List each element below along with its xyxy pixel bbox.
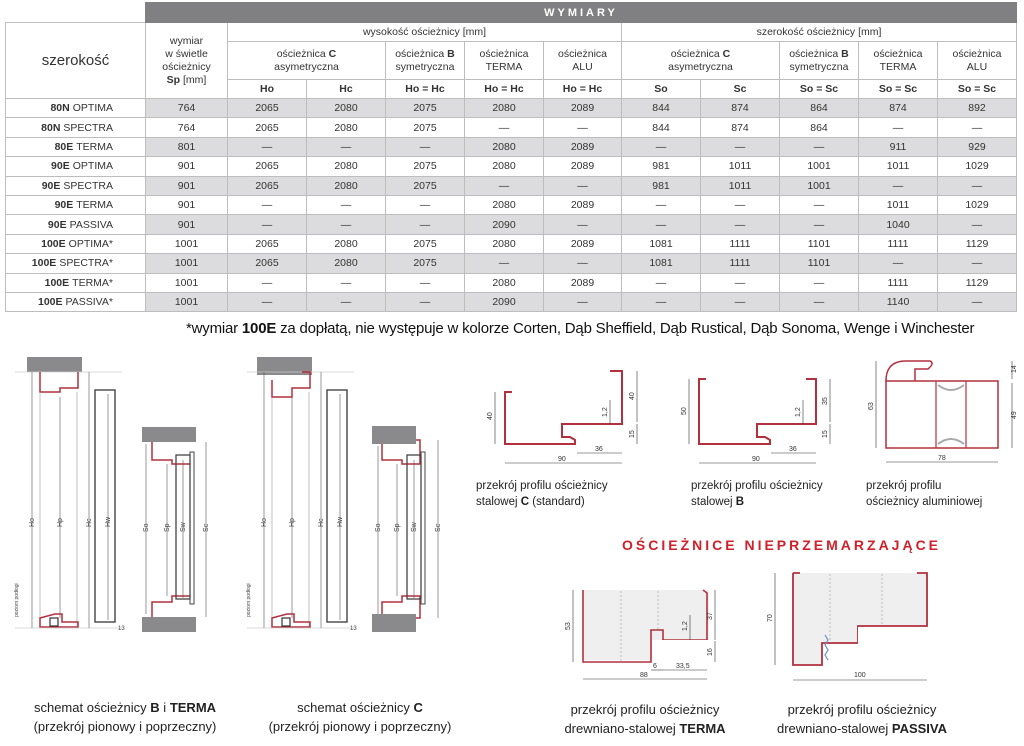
row-label bbox=[6, 118, 146, 137]
footnote-prefix: *wymiar bbox=[186, 320, 242, 337]
row-label bbox=[6, 273, 146, 292]
door-size: 90E bbox=[41, 179, 61, 192]
sp-header-unit: [mm] bbox=[183, 73, 207, 86]
dim-step: 15 bbox=[629, 430, 636, 438]
label-so: So bbox=[375, 523, 382, 532]
label-hw: Hw bbox=[105, 516, 112, 527]
table-row bbox=[6, 99, 1017, 118]
cell-value: — bbox=[386, 292, 465, 311]
row-label bbox=[6, 137, 146, 156]
row-label bbox=[6, 292, 146, 311]
cell-value: 1111 bbox=[859, 234, 938, 253]
wall-left bbox=[142, 427, 196, 442]
label-ho: Ho bbox=[261, 518, 268, 527]
cell-value: 2065 bbox=[228, 99, 307, 118]
dim-total: 90 bbox=[752, 456, 760, 463]
caption-profile-passiva: przekrój profilu ościeżnicy drewniano-stalowej PASSIVA bbox=[776, 702, 948, 736]
cell-value: 981 bbox=[622, 176, 701, 195]
sub-header-terma-width: So = Sc bbox=[859, 80, 938, 99]
cell-value: — bbox=[780, 215, 859, 234]
cell-value: — bbox=[544, 215, 622, 234]
label-ho: Ho bbox=[29, 518, 36, 527]
sp-header-line1: wymiar bbox=[169, 34, 204, 47]
cell-value: 1040 bbox=[859, 215, 938, 234]
cell-value: 1081 bbox=[622, 234, 701, 253]
table-body bbox=[6, 99, 1017, 312]
cell-value: 1029 bbox=[938, 195, 1017, 214]
sub-header-alu-height: Ho = Hc bbox=[544, 80, 622, 99]
cell-value: 2075 bbox=[386, 118, 465, 137]
dimensions-table bbox=[5, 2, 1017, 312]
width-frame-c-header: ościeżnica C asymetryczna bbox=[622, 42, 780, 80]
caption-profile-b: przekrój profilu ościeżnicy stalowej B bbox=[691, 480, 823, 508]
sub-header-b-width: So = Sc bbox=[780, 80, 859, 99]
door-model: TERMA bbox=[76, 140, 113, 153]
cell-value: — bbox=[622, 195, 701, 214]
cell-value: — bbox=[307, 195, 386, 214]
cell-value: 2065 bbox=[228, 234, 307, 253]
sub-header-hc: Hc bbox=[307, 80, 386, 99]
footnote-bold: 100E bbox=[241, 320, 277, 337]
table-row bbox=[6, 273, 1017, 292]
table-row bbox=[6, 215, 1017, 234]
dim-width: 78 bbox=[938, 455, 946, 462]
caption-schema-b-terma: schemat ościeżnicy B i TERMA (przekrój pionowy i poprzeczny) bbox=[33, 700, 217, 734]
sp-header-symbol: Sp bbox=[166, 73, 181, 86]
cell-value: 1111 bbox=[701, 234, 780, 253]
profile-c-diagram bbox=[470, 355, 670, 470]
sub-header-alu-width: So = Sc bbox=[938, 80, 1017, 99]
cell-value: 2080 bbox=[307, 254, 386, 273]
row-label bbox=[6, 215, 146, 234]
cell-value: — bbox=[701, 292, 780, 311]
cell-value: — bbox=[780, 137, 859, 156]
caption-profile-c: przekrój profilu ościeżnicy stalowej C (standard) bbox=[476, 480, 608, 508]
dim-right-height: 35 bbox=[822, 397, 829, 405]
footnote-suffix: za dopłatą, nie występuje w kolorze Corten, Dąb Sheffield, Dąb Rustical, Dąb Sonoma, Wenge i Winchester bbox=[276, 320, 975, 337]
row-label bbox=[6, 99, 146, 118]
dim-left-height: 50 bbox=[681, 407, 688, 415]
caption-profile-terma: przekrój profilu ościeżnicy drewniano-stalowej TERMA bbox=[564, 702, 726, 736]
cell-value: 1101 bbox=[780, 254, 859, 273]
wall-right bbox=[142, 617, 196, 632]
cell-value: 1129 bbox=[938, 273, 1017, 292]
door-model: SPECTRA bbox=[63, 179, 113, 192]
cell-value: — bbox=[859, 254, 938, 273]
cell-value: — bbox=[859, 118, 938, 137]
door-size: 90E bbox=[51, 160, 70, 173]
cell-value: 892 bbox=[938, 99, 1017, 118]
alu-handle-arc bbox=[886, 361, 932, 381]
door-size: 100E bbox=[31, 257, 57, 270]
cell-value: — bbox=[938, 118, 1017, 137]
dim-top: 37 bbox=[707, 612, 714, 620]
cell-value: 1129 bbox=[938, 234, 1017, 253]
cell-value: 981 bbox=[622, 157, 701, 176]
table-row bbox=[6, 254, 1017, 273]
cell-value: 1029 bbox=[938, 157, 1017, 176]
cell-value: 2089 bbox=[544, 234, 622, 253]
dim-gap: 6 bbox=[653, 663, 657, 670]
cell-value: 2075 bbox=[386, 157, 465, 176]
cell-value: — bbox=[622, 292, 701, 311]
sp-value: 1001 bbox=[146, 254, 228, 273]
table-row bbox=[6, 157, 1017, 176]
door-model: OPTIMA bbox=[72, 160, 113, 173]
width-frame-b-header: ościeżnica B symetryczna bbox=[780, 42, 859, 80]
cell-value: 2075 bbox=[386, 99, 465, 118]
row-label bbox=[6, 234, 146, 253]
cell-value: 1111 bbox=[701, 254, 780, 273]
dim-inner-height: 49 bbox=[1011, 411, 1018, 419]
sp-value: 901 bbox=[146, 215, 228, 234]
schema-c-diagram bbox=[232, 352, 472, 652]
door-model: PASSIVA* bbox=[65, 296, 113, 309]
wall-top bbox=[27, 357, 82, 372]
cell-value: 1001 bbox=[780, 157, 859, 176]
cell-value: 1011 bbox=[859, 157, 938, 176]
sp-value: 901 bbox=[146, 195, 228, 214]
dim-step: 15 bbox=[822, 430, 829, 438]
sp-value: 1001 bbox=[146, 273, 228, 292]
cell-value: 2065 bbox=[228, 118, 307, 137]
cell-value: — bbox=[544, 292, 622, 311]
footnote bbox=[186, 320, 974, 337]
height-frame-alu-header: ościeżnica ALU bbox=[544, 42, 622, 80]
cell-value: 1011 bbox=[701, 157, 780, 176]
dim-step: 16 bbox=[707, 648, 714, 656]
dim-thickness: 1,2 bbox=[795, 407, 802, 417]
width-group-header: szerokość ościeżnicy [mm] bbox=[622, 23, 1017, 42]
door-model: PASSIVA bbox=[69, 218, 113, 231]
cell-value: 1011 bbox=[701, 176, 780, 195]
cell-value: — bbox=[228, 137, 307, 156]
table-row bbox=[6, 118, 1017, 137]
cell-value: — bbox=[307, 292, 386, 311]
schema-b-terma-diagram bbox=[0, 352, 240, 652]
door-model: TERMA bbox=[76, 199, 113, 212]
sub-header-b-height: Ho = Hc bbox=[386, 80, 465, 99]
cell-value: — bbox=[465, 118, 544, 137]
sp-value: 901 bbox=[146, 176, 228, 195]
cell-value: 2089 bbox=[544, 195, 622, 214]
cell-value: — bbox=[544, 254, 622, 273]
cell-value: — bbox=[465, 176, 544, 195]
cell-value: 1101 bbox=[780, 234, 859, 253]
cell-value: — bbox=[701, 195, 780, 214]
cell-value: — bbox=[780, 195, 859, 214]
table-corner-blank bbox=[6, 3, 146, 23]
width-column-header: szerokość bbox=[6, 23, 146, 99]
cell-value: 2080 bbox=[307, 176, 386, 195]
sp-value: 764 bbox=[146, 99, 228, 118]
cell-value: 2089 bbox=[544, 137, 622, 156]
door-size: 80N bbox=[41, 121, 61, 134]
wall-left bbox=[372, 426, 416, 444]
cell-value: — bbox=[780, 292, 859, 311]
cell-value: 2090 bbox=[465, 292, 544, 311]
cell-value: — bbox=[622, 137, 701, 156]
sub-header-terma-height: Ho = Hc bbox=[465, 80, 544, 99]
sub-header-so: So bbox=[622, 80, 701, 99]
cell-value: — bbox=[307, 137, 386, 156]
cell-value: 2065 bbox=[228, 254, 307, 273]
label-hw: Hw bbox=[337, 516, 344, 527]
cell-value: 874 bbox=[701, 118, 780, 137]
cell-value: 2080 bbox=[307, 118, 386, 137]
dim-height: 53 bbox=[565, 622, 572, 630]
frame-bottom-profile bbox=[40, 614, 78, 627]
cell-value: — bbox=[938, 292, 1017, 311]
label-sw: Sw bbox=[411, 522, 418, 532]
cell-value: 2080 bbox=[465, 195, 544, 214]
label-so: So bbox=[143, 523, 150, 532]
sp-value: 1001 bbox=[146, 234, 228, 253]
row-label bbox=[6, 157, 146, 176]
sub-header-ho: Ho bbox=[228, 80, 307, 99]
door-size: 90E bbox=[47, 218, 67, 231]
table-banner: WYMIARY bbox=[146, 3, 1017, 23]
cell-value: — bbox=[465, 254, 544, 273]
dim-top: 14 bbox=[1011, 365, 1018, 373]
profile-b-diagram bbox=[670, 355, 850, 470]
label-hc: Hc bbox=[318, 518, 325, 527]
dim-thickness: 1,2 bbox=[682, 621, 689, 631]
profile-alu-diagram bbox=[840, 355, 1024, 470]
cell-value: 2080 bbox=[307, 99, 386, 118]
row-label bbox=[6, 254, 146, 273]
height-group-header: wysokość ościeżnicy [mm] bbox=[228, 23, 622, 42]
height-frame-c-header: ościeżnica C asymetryczna bbox=[228, 42, 386, 80]
dim-width: 88 bbox=[640, 672, 648, 679]
cell-value: 2075 bbox=[386, 234, 465, 253]
dim-inner: 36 bbox=[789, 446, 797, 453]
cell-value: 844 bbox=[622, 118, 701, 137]
cell-value: 2080 bbox=[465, 234, 544, 253]
door-size: 80E bbox=[54, 140, 74, 153]
cell-value: 2090 bbox=[465, 215, 544, 234]
cell-value: — bbox=[544, 176, 622, 195]
cell-value: — bbox=[622, 215, 701, 234]
cell-value: — bbox=[701, 215, 780, 234]
cell-value: — bbox=[307, 215, 386, 234]
label-hp: Hp bbox=[57, 518, 64, 527]
sp-value: 901 bbox=[146, 157, 228, 176]
row-label bbox=[6, 195, 146, 214]
cell-value: — bbox=[307, 273, 386, 292]
cell-value: 1081 bbox=[622, 254, 701, 273]
dim-total: 90 bbox=[558, 456, 566, 463]
alu-body bbox=[886, 381, 998, 448]
alu-thermal-break bbox=[938, 385, 964, 444]
door-model: SPECTRA* bbox=[59, 257, 113, 270]
cell-value: 2080 bbox=[307, 157, 386, 176]
label-hp: Hp bbox=[289, 518, 296, 527]
cell-value: 844 bbox=[622, 99, 701, 118]
door-size: 100E bbox=[38, 296, 63, 309]
cell-value: 2080 bbox=[465, 273, 544, 292]
cell-value: — bbox=[228, 215, 307, 234]
cell-value: 1140 bbox=[859, 292, 938, 311]
dim-inner: 33,5 bbox=[676, 663, 690, 670]
caption-schema-c: schemat ościeżnicy C (przekrój pionowy i poprzeczny) bbox=[268, 700, 452, 734]
cell-value: 2065 bbox=[228, 176, 307, 195]
profile-passiva-diagram bbox=[760, 560, 960, 685]
cell-value: 2089 bbox=[544, 157, 622, 176]
cell-value: 874 bbox=[859, 99, 938, 118]
cell-value: 2075 bbox=[386, 254, 465, 273]
cell-value: 1111 bbox=[859, 273, 938, 292]
wall-right bbox=[372, 614, 416, 632]
label-hc: Hc bbox=[86, 518, 93, 527]
table-row bbox=[6, 292, 1017, 311]
frost-free-frames-title: OŚCIEŻNICE NIEPRZEMARZAJĄCE bbox=[622, 537, 942, 553]
cell-value: — bbox=[386, 137, 465, 156]
sp-value: 764 bbox=[146, 118, 228, 137]
sp-header-line2: w świetle bbox=[165, 47, 208, 60]
cell-value: — bbox=[228, 273, 307, 292]
profile-terma-diagram bbox=[545, 575, 745, 680]
cell-value: — bbox=[544, 118, 622, 137]
sub-header-sc: Sc bbox=[701, 80, 780, 99]
cell-value: — bbox=[622, 273, 701, 292]
cell-value: 2089 bbox=[544, 99, 622, 118]
cell-value: — bbox=[228, 292, 307, 311]
dim-height: 63 bbox=[868, 402, 875, 410]
door-size: 80N bbox=[50, 102, 70, 115]
frame-top-profile bbox=[272, 372, 310, 397]
frame-top-profile bbox=[40, 372, 78, 392]
table-row bbox=[6, 137, 1017, 156]
table-row bbox=[6, 234, 1017, 253]
cell-value: 874 bbox=[701, 99, 780, 118]
label-floor: poziom podłogi bbox=[246, 583, 252, 617]
cell-value: 864 bbox=[780, 118, 859, 137]
cell-value: 864 bbox=[780, 99, 859, 118]
cell-value: — bbox=[859, 176, 938, 195]
cell-value: 2080 bbox=[465, 99, 544, 118]
cell-value: 1001 bbox=[780, 176, 859, 195]
cell-value: — bbox=[780, 273, 859, 292]
cell-value: — bbox=[938, 254, 1017, 273]
door-model: SPECTRA bbox=[63, 121, 113, 134]
cell-value: 2080 bbox=[465, 137, 544, 156]
cell-value: 929 bbox=[938, 137, 1017, 156]
door-leaf-vertical bbox=[95, 390, 115, 622]
cell-value: — bbox=[228, 195, 307, 214]
table-row bbox=[6, 195, 1017, 214]
door-model: OPTIMA bbox=[72, 102, 113, 115]
door-size: 90E bbox=[54, 199, 74, 212]
cell-value: 2080 bbox=[307, 234, 386, 253]
height-frame-b-header: ościeżnica B symetryczna bbox=[386, 42, 465, 80]
dim-height: 70 bbox=[767, 614, 774, 622]
cell-value: 1011 bbox=[859, 195, 938, 214]
cell-value: — bbox=[386, 195, 465, 214]
sp-header-line3: ościeżnicy bbox=[162, 60, 211, 73]
cell-value: 2075 bbox=[386, 176, 465, 195]
cell-value: 2080 bbox=[465, 157, 544, 176]
cell-value: 2089 bbox=[544, 273, 622, 292]
door-size: 100E bbox=[41, 237, 66, 250]
dim-right-height: 40 bbox=[629, 392, 636, 400]
dim-inner: 36 bbox=[595, 446, 603, 453]
cell-value: 2065 bbox=[228, 157, 307, 176]
label-sc: Sc bbox=[203, 523, 210, 532]
cell-value: 911 bbox=[859, 137, 938, 156]
label-gap: 13 bbox=[350, 626, 357, 632]
cell-value: — bbox=[938, 176, 1017, 195]
label-sw: Sw bbox=[180, 522, 187, 532]
caption-profile-alu: przekrój profilu ościeżnicy aluminiowej bbox=[866, 480, 983, 508]
table-row bbox=[6, 176, 1017, 195]
door-model: TERMA* bbox=[72, 276, 113, 289]
label-floor: poziom podłogi bbox=[14, 583, 20, 617]
label-sp: Sp bbox=[394, 523, 401, 532]
sp-value: 801 bbox=[146, 137, 228, 156]
cell-value: — bbox=[938, 215, 1017, 234]
cell-value: — bbox=[701, 273, 780, 292]
width-frame-terma-header: ościeżnica TERMA bbox=[859, 42, 938, 80]
door-size: 100E bbox=[44, 276, 70, 289]
cell-value: — bbox=[386, 215, 465, 234]
door-model: OPTIMA* bbox=[68, 237, 113, 250]
frame-bottom-profile bbox=[272, 614, 310, 627]
dim-width: 100 bbox=[854, 672, 866, 679]
sp-value: 1001 bbox=[146, 292, 228, 311]
sp-column-header bbox=[146, 23, 228, 99]
row-label bbox=[6, 176, 146, 195]
height-frame-terma-header: ościeżnica TERMA bbox=[465, 42, 544, 80]
label-gap: 13 bbox=[118, 626, 125, 632]
label-sc: Sc bbox=[435, 523, 442, 532]
dim-thickness: 1,2 bbox=[602, 407, 609, 417]
label-sp: Sp bbox=[164, 523, 171, 532]
width-frame-alu-header: ościeżnica ALU bbox=[938, 42, 1017, 80]
cell-value: — bbox=[386, 273, 465, 292]
cell-value: — bbox=[701, 137, 780, 156]
dim-left-height: 40 bbox=[487, 412, 494, 420]
